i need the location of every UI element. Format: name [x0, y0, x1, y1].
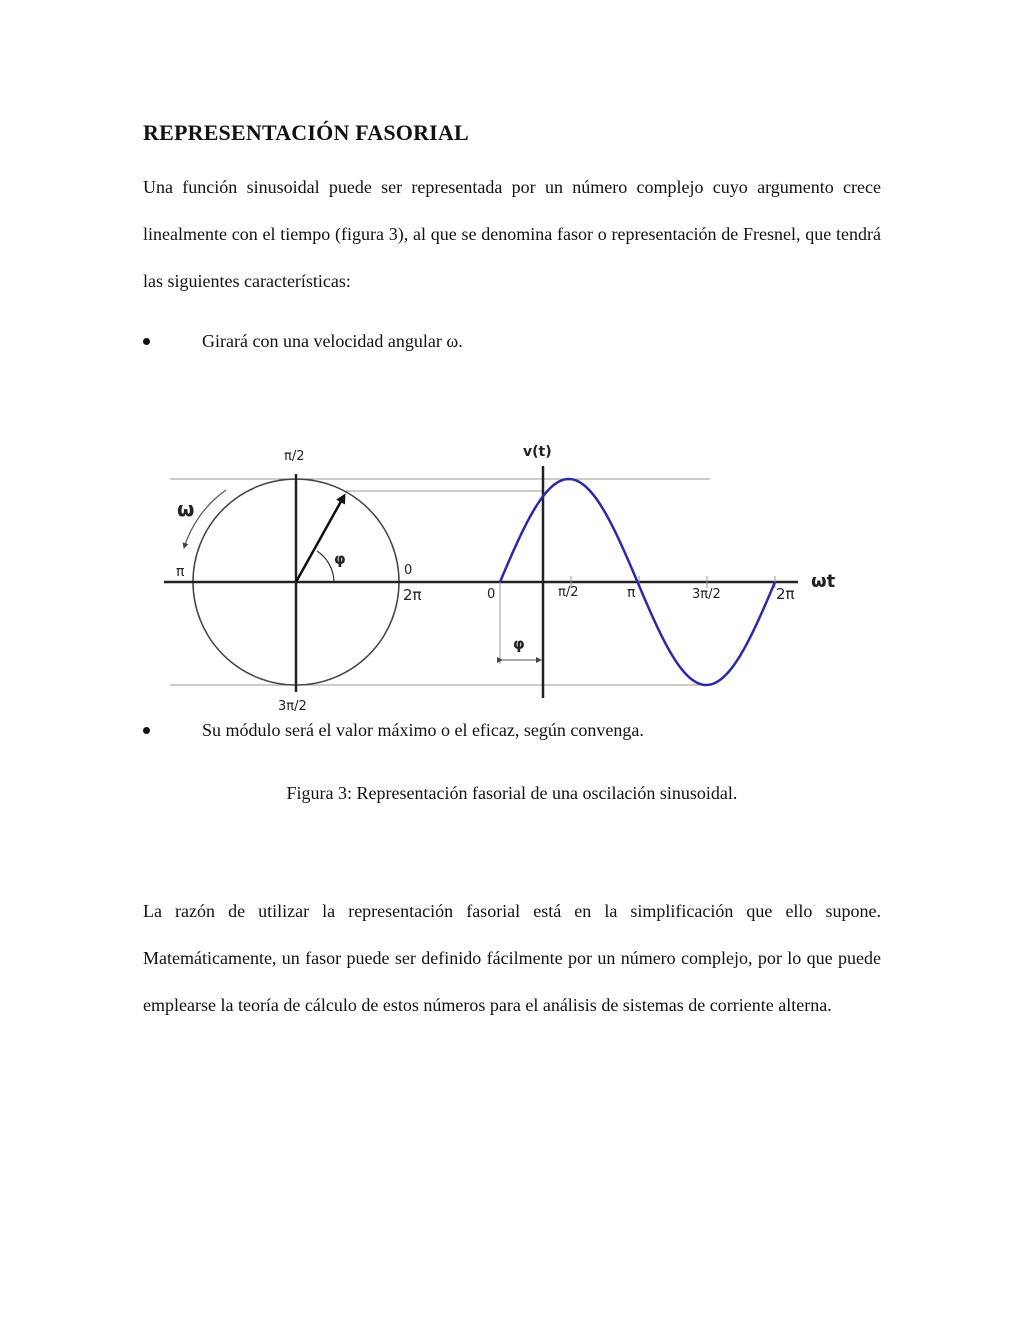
label-pi-half-circle: π/2 [284, 449, 305, 464]
label-three-pi-half-wave: 3π/2 [692, 587, 721, 602]
label-v-of-t: v(t) [523, 444, 552, 460]
label-three-pi-half-circle: 3π/2 [278, 699, 307, 714]
label-two-pi-wave: 2π [776, 585, 795, 603]
label-two-pi-circle: 2π [403, 586, 422, 604]
bullet-text: Girará con una velocidad angular ω. [202, 331, 463, 351]
label-pi-wave: π [627, 585, 636, 601]
phasor-figure [150, 436, 850, 716]
intro-paragraph: Una función sinusoidal puede ser representada por un número complejo cuyo argumento crece linealmente con el tiempo (figura 3), al que se denomina fasor o representación de Fresnel, que tendrá las siguientes características: [143, 177, 881, 291]
phasor-arrow [296, 496, 344, 582]
figure-caption: Figura 3: Representación fasorial de una oscilación sinusoidal. [286, 783, 738, 803]
bullet-dot-icon [143, 727, 150, 734]
label-zero-wave: 0 [487, 587, 496, 602]
phasor-diagram [150, 436, 850, 716]
label-phi-circle: φ [334, 550, 346, 568]
bullet-dot-icon [143, 338, 150, 345]
label-pi-half-wave: π/2 [558, 585, 579, 600]
bullet-text: Su módulo será el valor máximo o el eficaz, según convenga. [202, 720, 644, 740]
closing-paragraph: La razón de utilizar la representación fasorial está en la simplificación que ello supone. Matemáticamente, un fasor puede ser definido fácilmente por un número complejo, por lo que puede emplearse la teoría de cálculo de estos números para el análisis de sistemas de corriente alterna. [143, 901, 881, 1015]
label-phi-wave: φ [513, 635, 525, 653]
section-title: REPRESENTACIÓN FASORIAL [143, 120, 469, 145]
label-omega-t: ωt [811, 571, 836, 592]
phase-angle-arc [317, 551, 334, 582]
label-omega: ω [177, 497, 195, 521]
label-pi-circle: π [176, 564, 185, 580]
label-zero-circle: 0 [404, 563, 413, 578]
